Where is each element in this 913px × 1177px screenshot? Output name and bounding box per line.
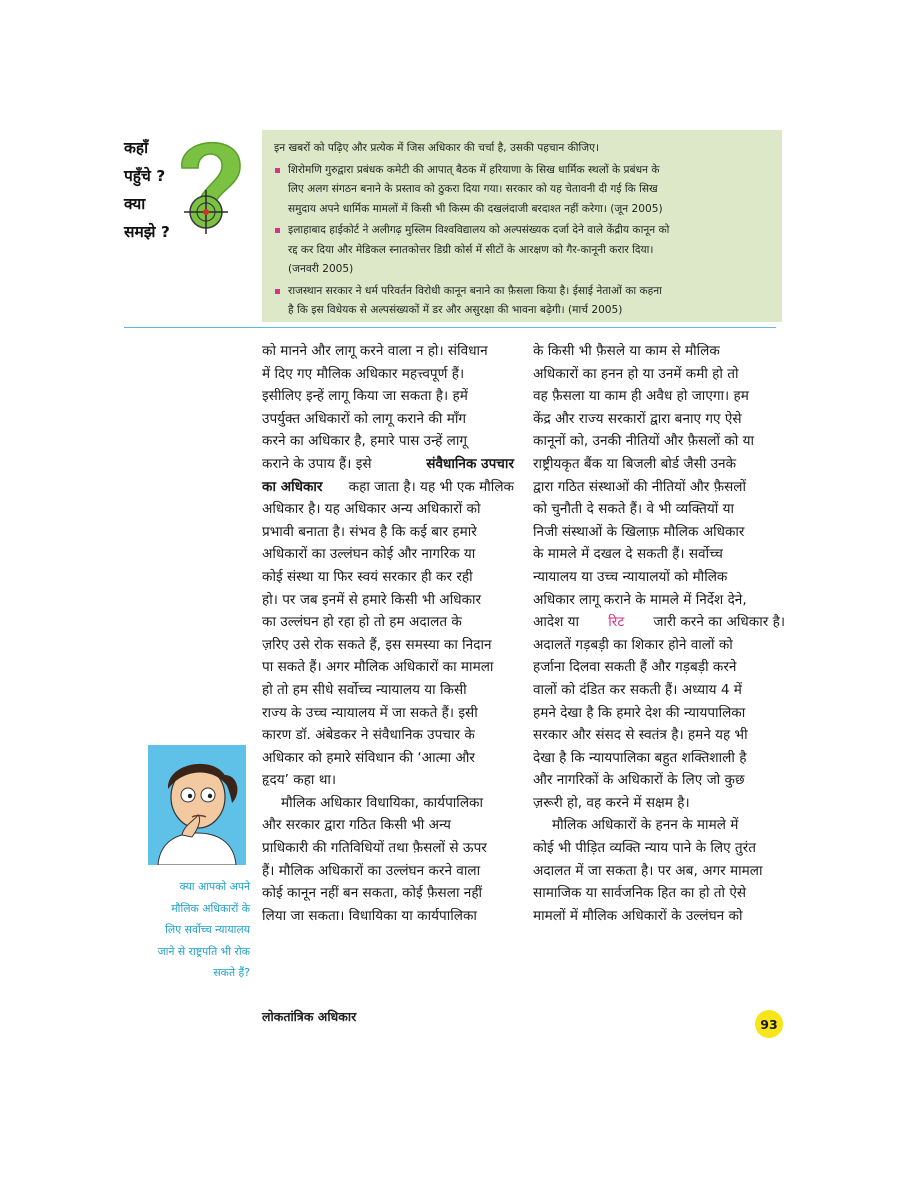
news-item: [274, 282, 772, 321]
text-line: हृदय’ कहा था।: [262, 772, 337, 789]
question-mark-icon: [168, 128, 250, 240]
text-line: और नागरिकों के अधिकारों के लिए जो कुछ: [533, 772, 745, 789]
text-line: राज्य के उच्च न्यायालय में जा सकते हैं। इसी: [262, 704, 478, 721]
news-line: (जनवरी 2005): [288, 263, 354, 275]
news-line: शिरोमणि गुरुद्वारा प्रबंधक कमेटी की आपात् बैठक में हरियाणा के सिख धार्मिक स्थलों के प्रबंधन के: [288, 163, 660, 176]
news-line: रद्द कर दिया और मेडिकल स्नातकोत्तर डिग्री कोर्स में सीटों के आरक्षण को गैर-कानूनी करार दिया।: [288, 243, 654, 256]
news-item: [274, 161, 772, 220]
margin-heading-line: समझे ?: [124, 223, 170, 241]
caption-line: सकते हैं?: [213, 966, 250, 979]
text-line: हो। पर जब इनमें से हमारे किसी भी अधिकार: [262, 591, 482, 608]
text-span: जारी करने का अधिकार है।: [653, 614, 785, 631]
text-line: सरकार और संसद से स्वतंत्र है। हमने यह भी: [533, 727, 748, 744]
text-line: अदालतें गड़बड़ी का शिकार होने वालों को: [533, 636, 733, 653]
text-line: अधिकारों का हनन हो या उनमें कमी हो तो: [533, 365, 739, 382]
text-line: हैं। मौलिक अधिकारों का उल्लंघन करने वाला: [262, 862, 481, 879]
news-exercise-box: [262, 130, 782, 322]
text-line: [262, 453, 514, 476]
text-line: अधिकार लागू कराने के मामले में निर्देश देने,: [533, 591, 747, 608]
news-line: समुदाय अपने धार्मिक मामलों में किसी भी किस्म की दखलंदाजी बरदाश्त नहीं करेगा। (जून 2005): [288, 202, 663, 215]
text-line: हमने देखा है कि हमारे देश की न्यायपालिका: [533, 704, 746, 721]
text-line: कानूनों को, उनकी नीतियों और फ़ैसलों को या: [533, 433, 755, 450]
caption-line: लिए सर्वोच्च न्यायालय: [165, 923, 250, 936]
text-line: के किसी भी फ़ैसले या काम से मौलिक: [533, 343, 720, 359]
text-line: [533, 611, 785, 634]
text-line: हर्जाना दिलवा सकती हैं और गड़बड़ी करने: [533, 659, 737, 676]
key-term: संवैधानिक उपचार: [426, 455, 514, 472]
text-line: के मामले में दखल दे सकती हैं। सर्वोच्च: [533, 546, 723, 563]
glossary-term-writ: रिट: [608, 614, 625, 631]
text-line: का उल्लंघन हो रहा हो तो हम अदालत के: [262, 614, 462, 631]
text-span: आदेश या: [533, 614, 580, 631]
text-line: में दिए गए मौलिक अधिकार महत्त्वपूर्ण हैं।: [262, 365, 465, 382]
text-line: करने का अधिकार है, हमारे पास उन्हें लागू: [262, 433, 468, 450]
chapter-title-footer: लोकतांत्रिक अधिकार: [262, 1009, 357, 1024]
text-line: कोई कानून नहीं बन सकता, कोई फ़ैसला नहीं: [262, 885, 483, 902]
text-span: कहा जाता है। यह भी एक मौलिक: [348, 478, 514, 495]
caption-line: जाने से राष्ट्रपति भी रोक: [157, 944, 250, 958]
text-line: कारण डॉ. अंबेडकर ने संवैधानिक उपचार के: [262, 727, 475, 744]
text-line: द्वारा गठित संस्थाओं की नीतियों और फ़ैसलों: [533, 478, 747, 495]
text-span: कराने के उपाय हैं। इसे: [262, 455, 372, 472]
text-line: केंद्र और राज्य सरकारों द्वारा बनाए गए ऐसे: [533, 410, 742, 427]
bullet-icon: [275, 228, 280, 233]
news-line: राजस्थान सरकार ने धर्म परिवर्तन विरोधी कानून बनाने का फ़ैसला किया है। ईसाई नेताओं का कहना: [288, 284, 662, 297]
text-line: प्राधिकारी की गतिविधियों तथा फ़ैसलों से ऊपर: [262, 840, 487, 857]
text-line: अधिकार है। यह अधिकार अन्य अधिकारों को: [262, 501, 481, 518]
text-line: वालों को दंडित कर सकती हैं। अध्याय 4 में: [533, 681, 742, 698]
text-line: को मानने और लागू करने वाला न हो। संविधान: [262, 343, 488, 359]
text-line: को चुनौती दे सकते हैं। वे भी व्यक्तियों या: [533, 501, 734, 518]
key-term: का अधिकार: [262, 478, 323, 495]
text-line: वह फ़ैसला या काम ही अवैध हो जाएगा। हम: [533, 388, 749, 405]
body-column-left: [262, 340, 514, 927]
text-line: मामलों में मौलिक अधिकारों के उल्लंघन को: [533, 907, 743, 924]
section-divider: [124, 327, 776, 328]
text-line: हो तो हम सीधे सर्वोच्च न्यायालय या किसी: [262, 681, 467, 698]
margin-heading-line: क्या: [124, 195, 146, 213]
text-line: कोई संस्था या फिर स्वयं सरकार ही कर रही: [262, 568, 473, 585]
text-line: पा सकते हैं। अगर मौलिक अधिकारों का मामला: [262, 659, 494, 676]
thinking-girl-illustration: [148, 745, 246, 865]
text-line: सामाजिक या सार्वजनिक हित का हो तो ऐसे: [533, 885, 747, 902]
text-line: देखा है कि न्यायपालिका बहुत शक्तिशाली है: [533, 749, 747, 766]
news-line: लिए अलग संगठन बनाने के प्रस्ताव को ठुकरा दिया गया। सरकार को यह चेतावनी दी गई कि सिख: [288, 183, 658, 195]
bullet-icon: [275, 168, 280, 173]
text-line: न्यायालय या उच्च न्यायालयों को मौलिक: [533, 568, 728, 585]
text-line: प्रभावी बनाता है। संभव है कि कई बार हमारे: [262, 523, 477, 540]
text-line: अधिकार को हमारे संविधान की ‘आत्मा और: [262, 749, 475, 766]
text-line: अदालत में जा सकता है। पर अब, अगर मामला: [533, 862, 763, 879]
text-line: मौलिक अधिकारों के हनन के मामले में: [552, 817, 739, 834]
text-line: मौलिक अधिकार विधायिका, कार्यपालिका: [281, 794, 484, 811]
exercise-intro: इन खबरों को पढ़िए और प्रत्येक में जिस अधिकार की चर्चा है, उसकी पहचान कीजिए।: [274, 142, 599, 154]
text-line: कोई भी पीड़ित व्यक्ति न्याय पाने के लिए तुरंत: [533, 840, 756, 857]
caption-line: क्या आपको अपने: [179, 880, 250, 893]
text-line: अधिकारों का उल्लंघन कोई और नागरिक या: [262, 546, 476, 563]
text-line: राष्ट्रीयकृत बैंक या बिजली बोर्ड जैसी उनके: [533, 455, 737, 472]
text-line: ज़रूरी हो, वह करने में सक्षम है।: [533, 794, 690, 811]
body-column-right: [533, 340, 785, 927]
text-line: ज़रिए उसे रोक सकते हैं, इस समस्या का निदान: [262, 636, 492, 653]
text-line: और सरकार द्वारा गठित किसी भी अन्य: [262, 817, 451, 834]
news-line: इलाहाबाद हाईकोर्ट ने अलीगढ़ मुस्लिम विश्वविद्यालय को अल्पसंख्यक दर्जा देने वाले केंद्रीय कानून को: [288, 224, 670, 236]
text-line: लिया जा सकता। विधायिका या कार्यपालिका: [262, 907, 477, 924]
text-line: निजी संस्थाओं के खिलाफ़ मौलिक अधिकार: [533, 523, 745, 540]
bullet-icon: [275, 289, 280, 294]
margin-heading-line: पहुँचे ?: [124, 167, 166, 185]
news-item: [274, 221, 772, 280]
page-number-badge: 93: [755, 1010, 783, 1038]
caption-line: मौलिक अधिकारों के: [171, 901, 250, 915]
news-line: है कि इस विधेयक से अल्पसंख्यकों में डर और असुरक्षा की भावना बढ़ेगी। (मार्च 2005): [288, 304, 623, 316]
margin-question-caption: [124, 876, 250, 984]
text-line: [262, 476, 514, 499]
text-line: उपर्युक्त अधिकारों को लागू कराने की माँग: [262, 410, 467, 427]
margin-heading-line: कहाँ: [124, 139, 149, 157]
text-line: इसीलिए इन्हें लागू किया जा सकता है। हमें: [262, 388, 468, 405]
